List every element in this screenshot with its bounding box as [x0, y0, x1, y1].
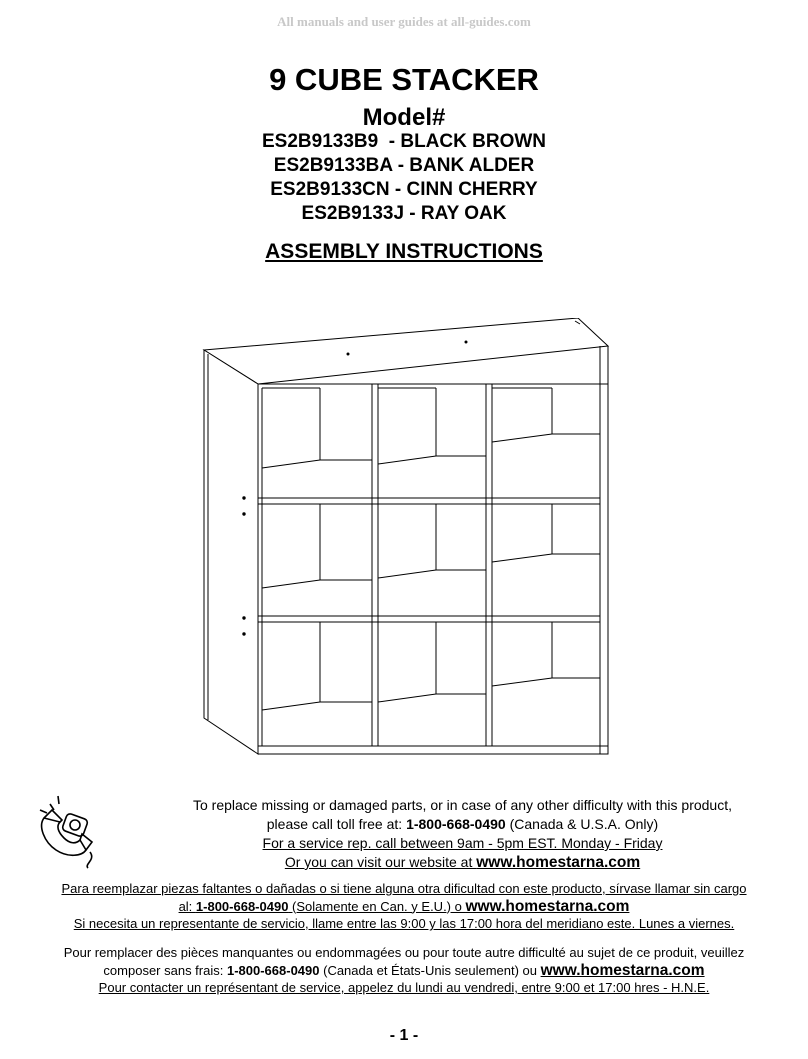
model-item: ES2B9133BA - BANK ALDER	[273, 155, 535, 176]
model-item: ES2B9133J - RAY OAK	[301, 203, 507, 224]
contact-es-al: al:	[178, 898, 196, 914]
contact-es-region: (Solamente en Can. y E.U.) o	[288, 898, 466, 914]
page-title: 9 CUBE STACKER	[269, 62, 539, 97]
contact-english	[130, 796, 795, 872]
contact-fr-line3: Pour contacter un représentant de service, appelez du lundi au vendredi, entre 9:00 et 17:00 hres - H.N.E.	[98, 980, 710, 995]
contact-es-line2	[0, 898, 808, 916]
assembly-heading: ASSEMBLY INSTRUCTIONS	[265, 240, 543, 263]
contact-spanish	[0, 880, 808, 933]
watermark: All manuals and user guides at all-guides.com	[277, 14, 531, 29]
model-list	[0, 130, 808, 226]
contact-en-call-text: please call toll free at:	[266, 816, 407, 832]
model-item: ES2B9133CN - CINN CHERRY	[270, 179, 538, 200]
phone-number[interactable]: 1-800-668-0490	[226, 962, 320, 978]
phone-number[interactable]: 1-800-668-0490	[406, 816, 506, 832]
contact-es-line1: Para reemplazar piezas faltantes o dañadas o si tiene alguna otra dificultad con este producto, sírvase llamar sin cargo	[61, 881, 747, 896]
contact-en-line2	[130, 815, 795, 834]
contact-en-region: (Canada & U.S.A. Only)	[505, 816, 659, 832]
model-label: Model#	[362, 104, 446, 131]
website-link[interactable]: www.homestarna.com	[540, 961, 705, 979]
contact-en-line1: To replace missing or damaged parts, or in case of any other difficulty with this product,	[192, 797, 732, 813]
contact-french	[0, 944, 808, 997]
telephone-handset-icon	[34, 790, 106, 870]
website-link[interactable]: www.homestarna.com	[476, 854, 641, 871]
contact-es-line3: Si necesita un representante de servicio, llame entre las 9:00 y las 17:00 hora del meridiano este. Lunes a viernes.	[73, 916, 735, 931]
website-link[interactable]: www.homestarna.com	[465, 897, 630, 915]
contact-en-line3: For a service rep. call between 9am - 5pm EST. Monday - Friday	[262, 835, 663, 851]
contact-en-website-text: Or you can visit our website at	[284, 854, 477, 870]
cube-stacker-illustration	[200, 318, 610, 758]
contact-fr-line1: Pour remplacer des pièces manquantes ou endommagées ou pour toute autre difficulté au sujet de ce produit, veuillez	[63, 945, 745, 960]
contact-fr-line2	[0, 962, 808, 980]
phone-number[interactable]: 1-800-668-0490	[195, 898, 289, 914]
contact-fr-region: (Canada et États-Unis seulement) ou	[319, 962, 541, 978]
contact-en-line4	[130, 853, 795, 872]
model-item: ES2B9133B9 - BLACK BROWN	[262, 131, 546, 152]
page-number: - 1 -	[389, 1027, 419, 1044]
contact-fr-call-text: composer sans frais:	[103, 962, 227, 978]
